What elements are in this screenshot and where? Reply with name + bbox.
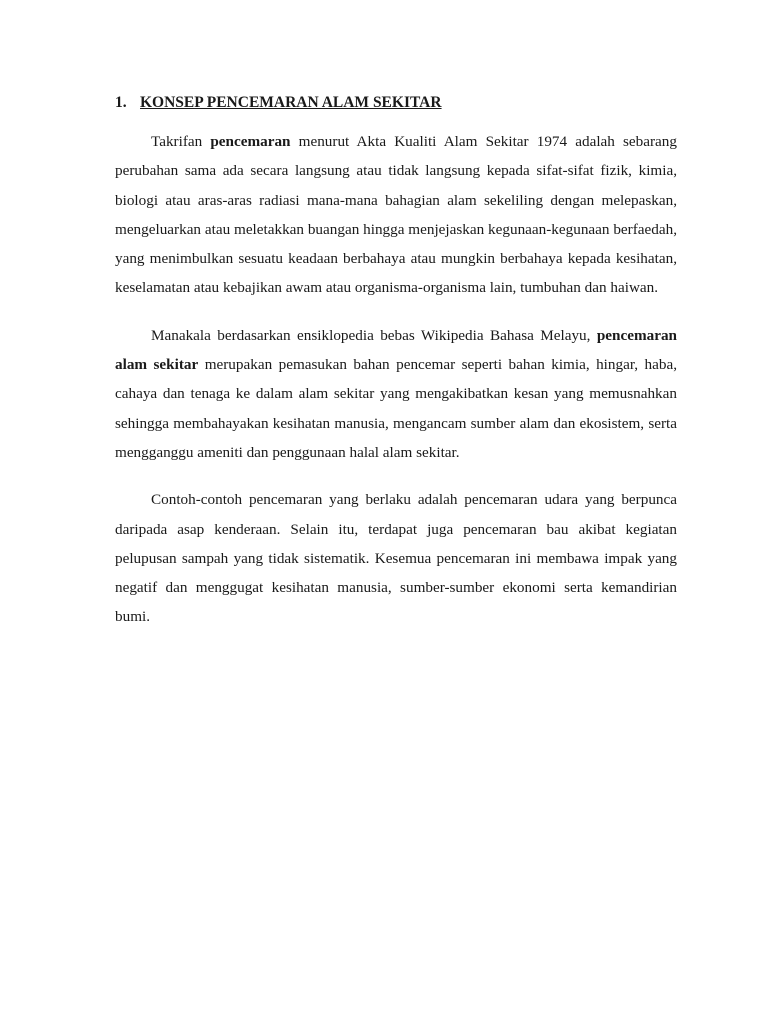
section-title: KONSEP PENCEMARAN ALAM SEKITAR bbox=[140, 94, 442, 111]
paragraph-text: merupakan pemasukan bahan pencemar seperti bahan kimia, hingar, haba, cahaya dan tenaga ke dalam alam sekitar yang mengakibatkan kesan yang memusnahkan sehingga membahayakan kesihatan manusia, mengancam sumber alam dan ekosistem, serta mengganggu ameniti dan penggunaan halal alam sekitar. bbox=[115, 356, 677, 461]
paragraph-definition-akta bbox=[115, 127, 677, 303]
paragraph-text: Takrifan bbox=[151, 133, 211, 150]
paragraph-examples bbox=[115, 485, 677, 631]
document-body bbox=[115, 92, 677, 650]
bold-term: pencemaran alam sekitar bbox=[115, 326, 677, 374]
section-number: 1. bbox=[115, 94, 127, 111]
paragraph-text: Manakala berdasarkan ensiklopedia bebas Wikipedia Bahasa Melayu, bbox=[151, 326, 597, 344]
paragraph-text: Contoh-contoh pencemaran yang berlaku adalah pencemaran udara yang berpunca daripada asap kenderaan. Selain itu, terdapat juga pencemaran bau akibat kegiatan pelupusan sampah yang tidak sistematik. Kesemua pencemaran ini membawa impak yang negatif dan menggugat kesihatan manusia, sumber-sumber ekonomi serta kemandirian bumi. bbox=[115, 491, 677, 626]
bold-term: pencemaran bbox=[210, 133, 291, 150]
paragraph-definition-wikipedia bbox=[115, 321, 677, 467]
paragraph-text: menurut Akta Kualiti Alam Sekitar 1974 adalah sebarang perubahan sama ada secara langsung atau tidak langsung kepada sifat-sifat fizik, kimia, biologi atau aras-aras radiasi mana-mana bahagian alam sekeliling dengan melepaskan, mengeluarkan atau meletakkan buangan hingga menjejaskan kegunaan-kegunaan berfaedah, yang menimbulkan sesuatu keadaan berbahaya atau mungkin berbahaya kepada kesihatan, keselamatan atau kebajikan awam atau organisma-organisma lain, tumbuhan dan haiwan. bbox=[115, 133, 677, 297]
section-heading bbox=[115, 92, 677, 114]
